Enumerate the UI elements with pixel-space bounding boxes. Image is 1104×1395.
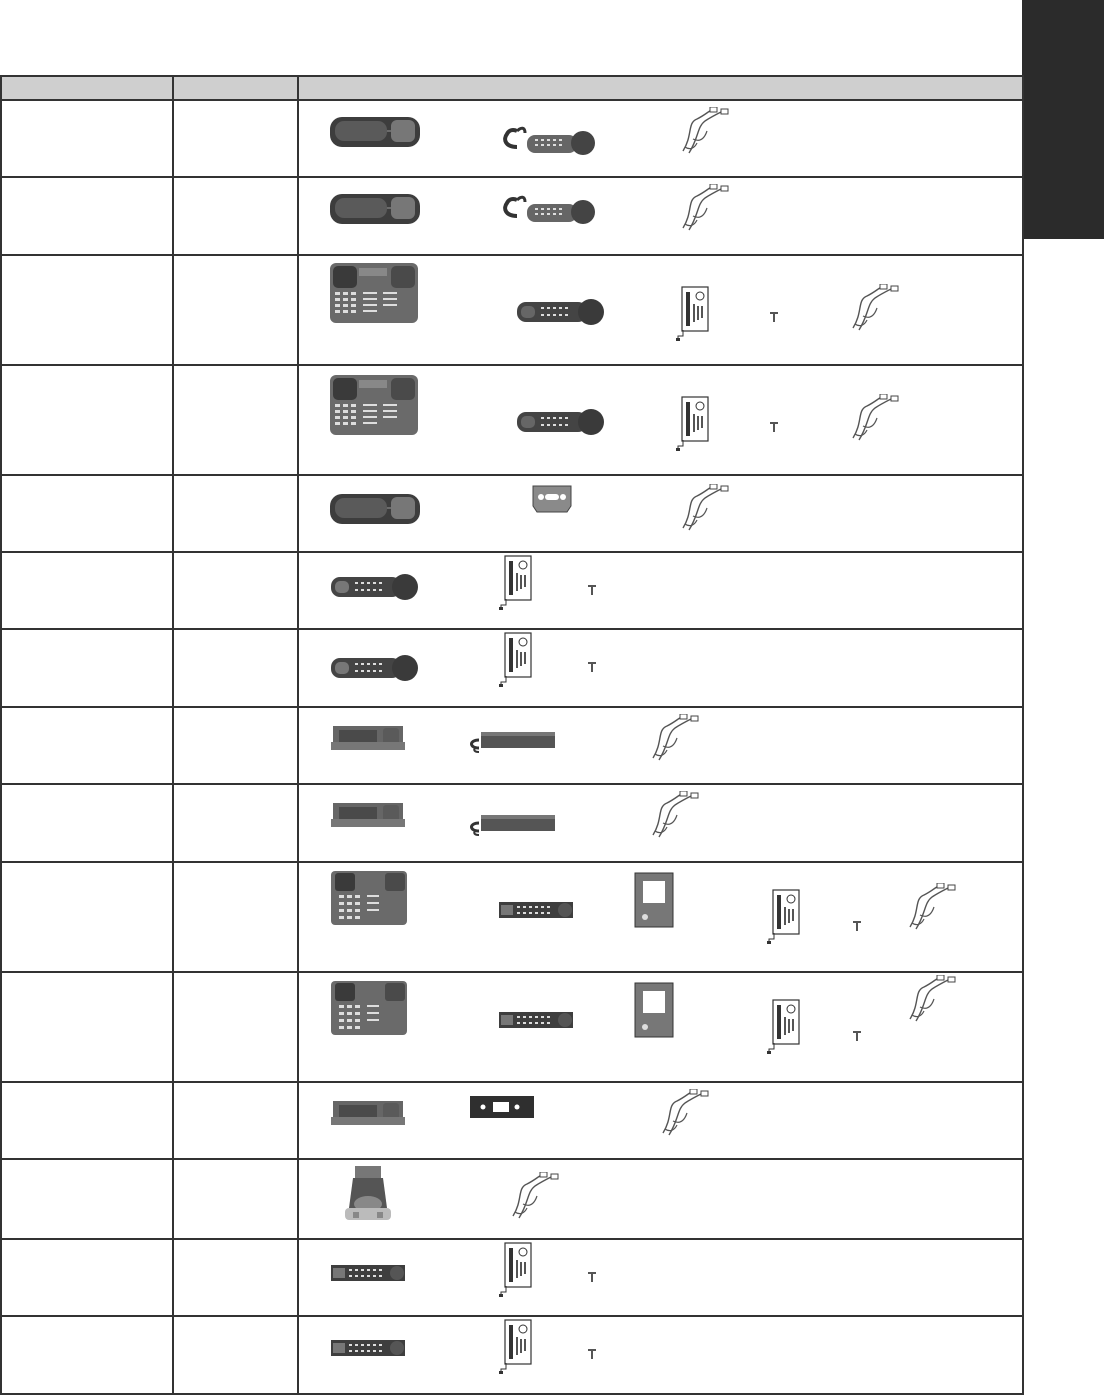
model-cell: [1, 177, 173, 255]
model-cell: [1, 784, 173, 862]
model-cell: [1, 552, 173, 629]
base-icon: [329, 869, 409, 932]
model-cell: [1, 1239, 173, 1316]
base-icon: [329, 722, 407, 757]
handset-icon: [329, 1262, 407, 1289]
model-cell: [1, 255, 173, 365]
contents-cell: [298, 1316, 1023, 1394]
contents-wrap: [299, 1317, 1022, 1393]
model-cell: [1, 365, 173, 475]
code-cell: [173, 475, 298, 552]
contents-wrap: [299, 630, 1022, 706]
cord-icon: [677, 484, 735, 539]
table-row: [1, 784, 1023, 862]
cord-icon: [904, 883, 962, 938]
handset-icon: [497, 899, 575, 926]
table-row: [1, 862, 1023, 972]
contents-wrap: [299, 863, 1022, 971]
bracket-icon: [527, 484, 577, 519]
contents-cell: [298, 552, 1023, 629]
contents-cell: [298, 177, 1023, 255]
model-cell: [1, 1159, 173, 1239]
table-row: [1, 365, 1023, 475]
screw-icon: [769, 310, 779, 328]
code-cell: [173, 100, 298, 177]
contents-wrap: [299, 1240, 1022, 1315]
table-row: [1, 552, 1023, 629]
table-row: [1, 629, 1023, 707]
model-cell: [1, 100, 173, 177]
table-row: [1, 707, 1023, 784]
table-row: [1, 972, 1023, 1082]
code-cell: [173, 1239, 298, 1316]
code-cell: [173, 707, 298, 784]
header-cell-model: [1, 76, 173, 100]
cord-icon: [657, 1089, 715, 1144]
handset-icon: [329, 652, 421, 687]
table-row: [1, 1239, 1023, 1316]
side-tab: [1022, 0, 1104, 239]
cord-icon: [847, 394, 905, 449]
handset-icon: [497, 1009, 575, 1036]
header-cell-code: [173, 76, 298, 100]
screw-icon: [587, 583, 597, 601]
cord-icon: [507, 1172, 565, 1227]
contents-cell: [298, 784, 1023, 862]
handset-icon: [329, 571, 421, 606]
code-cell: [173, 1316, 298, 1394]
cord-icon: [904, 975, 962, 1030]
battery-icon: [674, 286, 710, 347]
cord-icon: [677, 107, 735, 162]
contents-wrap: [299, 178, 1022, 254]
model-cell: [1, 707, 173, 784]
base-icon: [329, 1097, 407, 1132]
handset-icon: [515, 406, 607, 441]
table-row: [1, 1159, 1023, 1239]
model-cell: [1, 972, 173, 1082]
table-row: [1, 1082, 1023, 1159]
table-row: [1, 255, 1023, 365]
cord-icon: [647, 714, 705, 769]
code-cell: [173, 784, 298, 862]
parts-table: [0, 75, 1024, 1395]
cord-icon: [677, 184, 735, 239]
code-cell: [173, 862, 298, 972]
base-icon: [329, 492, 421, 531]
battery-icon: [497, 555, 533, 616]
contents-wrap: [299, 366, 1022, 474]
table-row: [1, 100, 1023, 177]
screw-icon: [769, 420, 779, 438]
base-icon: [329, 374, 419, 441]
contents-cell: [298, 1159, 1023, 1239]
battery-icon: [497, 1319, 533, 1380]
base-icon: [329, 192, 421, 231]
base-icon: [329, 262, 419, 329]
battery-icon: [765, 999, 801, 1060]
handset-icon: [329, 1337, 407, 1364]
contents-cell: [298, 100, 1023, 177]
table-row: [1, 475, 1023, 552]
contents-wrap: [299, 101, 1022, 176]
model-cell: [1, 629, 173, 707]
code-cell: [173, 629, 298, 707]
code-cell: [173, 1159, 298, 1239]
base-icon: [329, 799, 407, 834]
battery-icon: [497, 632, 533, 693]
model-cell: [1, 1316, 173, 1394]
code-cell: [173, 1082, 298, 1159]
contents-wrap: [299, 256, 1022, 364]
handset-icon: [499, 190, 599, 233]
table-row: [1, 177, 1023, 255]
contents-wrap: [299, 476, 1022, 551]
contents-wrap: [299, 973, 1022, 1081]
screw-icon: [587, 660, 597, 678]
contents-cell: [298, 365, 1023, 475]
screw-icon: [587, 1347, 597, 1365]
code-cell: [173, 365, 298, 475]
contents-cell: [298, 475, 1023, 552]
contents-cell: [298, 1239, 1023, 1316]
contents-wrap: [299, 1160, 1022, 1238]
contents-cell: [298, 862, 1023, 972]
battery-icon: [497, 1242, 533, 1303]
contents-cell: [298, 255, 1023, 365]
contents-wrap: [299, 553, 1022, 628]
handset-icon: [469, 811, 559, 846]
screw-icon: [852, 1029, 862, 1047]
cord-icon: [847, 284, 905, 339]
base-icon: [329, 979, 409, 1042]
battery-icon: [765, 889, 801, 950]
base-icon: [329, 115, 421, 154]
model-cell: [1, 862, 173, 972]
contents-wrap: [299, 785, 1022, 861]
charger-icon: [339, 1164, 395, 1229]
code-cell: [173, 552, 298, 629]
model-cell: [1, 475, 173, 552]
battery-icon: [674, 396, 710, 457]
contents-cell: [298, 707, 1023, 784]
table-body: [1, 100, 1023, 1394]
frame-icon: [631, 981, 677, 1044]
screw-icon: [587, 1270, 597, 1288]
contents-cell: [298, 1082, 1023, 1159]
code-cell: [173, 177, 298, 255]
table-row: [1, 1316, 1023, 1394]
header-row: [1, 76, 1023, 100]
handset-icon: [499, 121, 599, 164]
code-cell: [173, 255, 298, 365]
header-cell-contents: [298, 76, 1023, 100]
contents-wrap: [299, 708, 1022, 783]
plate-icon: [469, 1095, 535, 1124]
handset-icon: [469, 728, 559, 763]
frame-icon: [631, 871, 677, 934]
contents-cell: [298, 972, 1023, 1082]
screw-icon: [852, 919, 862, 937]
cord-icon: [647, 791, 705, 846]
contents-wrap: [299, 1083, 1022, 1158]
model-cell: [1, 1082, 173, 1159]
contents-cell: [298, 629, 1023, 707]
code-cell: [173, 972, 298, 1082]
handset-icon: [515, 296, 607, 331]
